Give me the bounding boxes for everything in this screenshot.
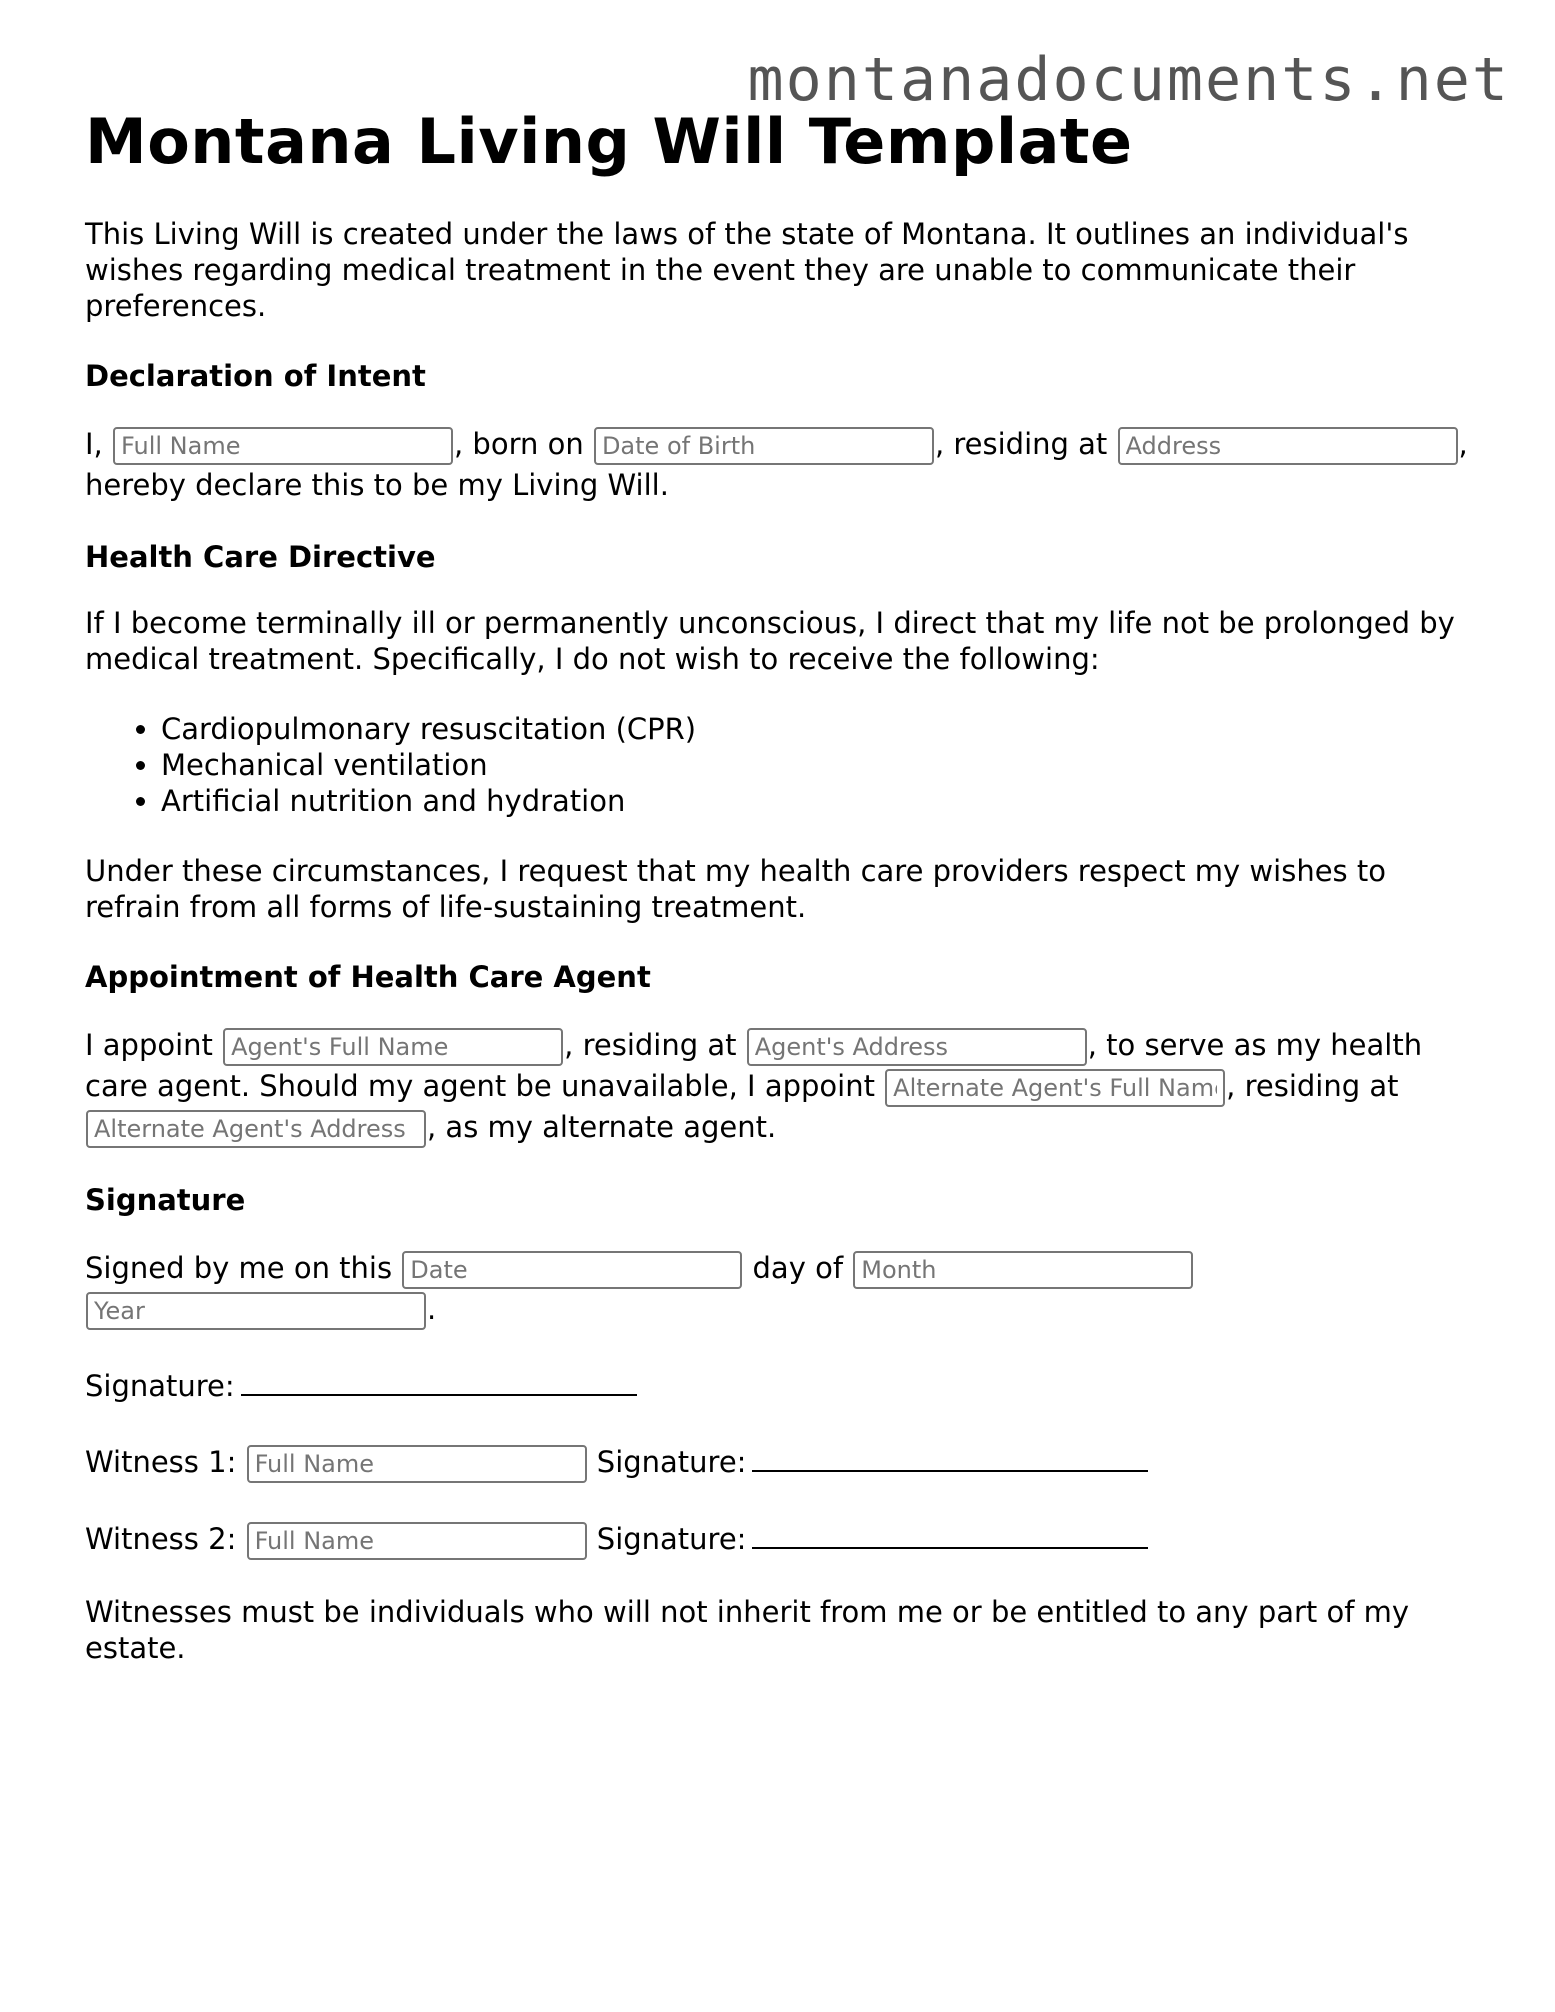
signature-line — [241, 1364, 637, 1396]
directive-request-paragraph: Under these circumstances, I request that my health care providers respect my wishes to refrain from all forms of life-sustaining treatment. — [85, 854, 1386, 925]
signature-row — [85, 1364, 1475, 1406]
date-of-birth-input[interactable] — [594, 427, 934, 465]
witness-1-signature-line — [752, 1440, 1148, 1472]
signed-text-1: Signed by me on this — [85, 1251, 393, 1286]
list-item: • Cardiopulmonary resuscitation (CPR) — [161, 711, 1475, 747]
witness-note: Witnesses must be individuals who will not inherit from me or be entitled to any part of my estate. — [85, 1595, 1410, 1666]
witness-2-label: Witness 2: — [85, 1522, 237, 1557]
declaration-heading: Declaration of Intent — [85, 359, 426, 394]
signed-text-2: day of — [752, 1251, 844, 1286]
agent-heading: Appointment of Health Care Agent — [85, 960, 651, 995]
signature-label: Signature: — [85, 1369, 235, 1404]
date-input[interactable] — [402, 1251, 742, 1289]
declaration-text-2: , born on — [454, 427, 584, 462]
alternate-agent-name-input[interactable] — [885, 1069, 1225, 1107]
declaration-text-1: I, — [85, 427, 103, 462]
declaration-text-3: , residing at — [934, 427, 1108, 462]
intro-paragraph: This Living Will is created under the laws of the state of Montana. It outlines an individual's wishes regarding medical treatment in the event they are unable to communicate their preferences. — [85, 217, 1409, 324]
witness-2-signature-line — [752, 1517, 1148, 1549]
agent-text-5: , as my alternate agent. — [427, 1110, 777, 1145]
witness-1-row — [85, 1440, 1475, 1483]
declaration-paragraph — [85, 424, 1475, 505]
agent-text-4: , residing at — [1226, 1069, 1399, 1104]
alternate-agent-address-input[interactable] — [86, 1110, 426, 1148]
agent-paragraph — [85, 1025, 1475, 1148]
agent-text-1: I appoint — [85, 1028, 213, 1063]
agent-text-3: , to serve as my health care agent. Should my agent be unavailable, I appoint — [85, 1028, 1423, 1104]
address-input[interactable] — [1118, 427, 1458, 465]
full-name-input[interactable] — [113, 427, 453, 465]
witness-1-label: Witness 1: — [85, 1445, 237, 1480]
declaration-text-4: , hereby declare this to be my Living Will. — [85, 427, 1468, 503]
year-input[interactable] — [86, 1292, 426, 1330]
witness-1-name-input[interactable] — [247, 1445, 587, 1483]
witness-2-row — [85, 1517, 1475, 1560]
witness-2-name-input[interactable] — [247, 1522, 587, 1560]
signature-heading: Signature — [85, 1183, 246, 1218]
agent-text-2: , residing at — [564, 1028, 737, 1063]
watermark: montanadocuments.net — [747, 45, 1510, 115]
witness-1-signature-label: Signature: — [596, 1445, 747, 1480]
signed-date-paragraph — [85, 1248, 1475, 1330]
witness-2-signature-label: Signature: — [596, 1522, 747, 1557]
signed-text-3: . — [427, 1292, 437, 1327]
document-page — [85, 105, 1475, 1700]
directive-paragraph: If I become terminally ill or permanently unconscious, I direct that my life not be prolonged by medical treatment. Specifically, I do not wish to receive the following: — [85, 606, 1455, 677]
list-item: • Mechanical ventilation — [161, 747, 1475, 783]
list-item: • Artificial nutrition and hydration — [161, 783, 1475, 819]
agent-address-input[interactable] — [747, 1028, 1087, 1066]
directive-heading: Health Care Directive — [85, 540, 436, 575]
page-title: Montana Living Will Template — [85, 105, 1133, 178]
agent-name-input[interactable] — [223, 1028, 563, 1066]
treatment-list — [85, 711, 1475, 819]
month-input[interactable] — [853, 1251, 1193, 1289]
